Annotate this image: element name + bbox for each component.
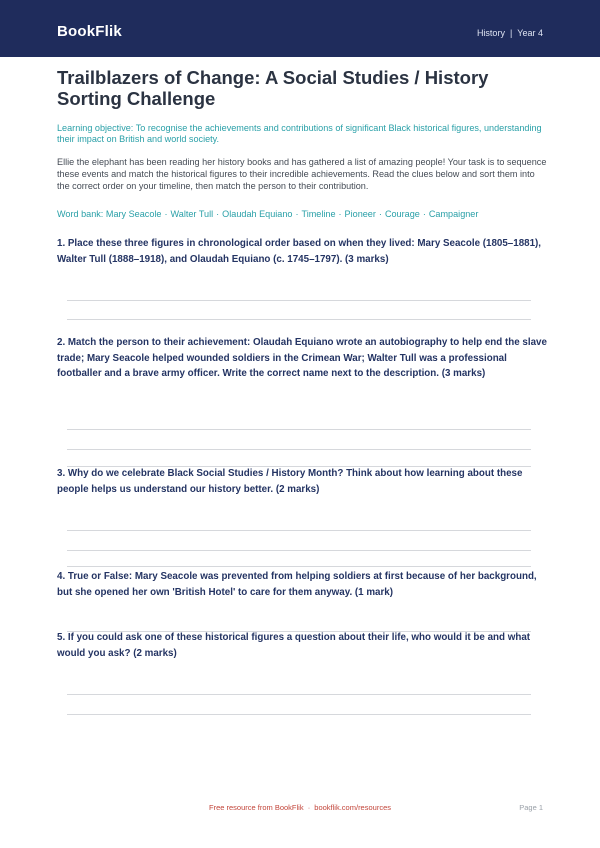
year-label: Year 4 bbox=[517, 28, 543, 38]
brand-logo: BookFlik bbox=[57, 23, 122, 40]
learning-objective: Learning objective: To recognise the achievements and contributions of significant Black historical figures, understanding their impact on British and world society. bbox=[57, 123, 542, 144]
page-number: Page 1 bbox=[519, 803, 543, 812]
footer-separator: · bbox=[307, 803, 311, 812]
header-bar bbox=[0, 0, 600, 57]
question-4: 4. True or False: Mary Seacole was prevented from helping soldiers at first because of her background, but she opened her own 'British Hotel' to care for them anyway. (1 mark) bbox=[57, 571, 537, 598]
footer-text: Free resource from BookFlik bbox=[208, 803, 304, 812]
question-2: 2. Match the person to their achievement: Olaudah Equiano wrote an autobiography to help end the slave trade; Mary Seacole helped wounded soldiers in the Crimean War; Walter Tull was a professional footballer and a brave army officer. Write the correct name next to the description. (3 marks) bbox=[57, 337, 547, 379]
question-3: 3. Why do we celebrate Black Social Studies / History Month? Think about how learning about these people helps us understand our history better. (2 marks) bbox=[57, 468, 523, 495]
intro-paragraph: Ellie the elephant has been reading her history books and has gathered a list of amazing people! Your task is to sequence these events and match the historical figures to their incredible achievements. Read the clues below and sort them into the correct order on your timeline, then match the person to their contribution. bbox=[57, 157, 547, 191]
footer-url[interactable]: bookflik.com/resources bbox=[314, 803, 391, 812]
question-1: 1. Place these three figures in chronological order based on when they lived: Mary Seacole (1805–1881), Walter Tull (1888–1918), and Olaudah Equiano (c. 1745–1797). (3 marks) bbox=[57, 238, 542, 265]
answer-line[interactable] bbox=[67, 319, 531, 320]
subject-label: History bbox=[476, 28, 505, 38]
worksheet-title: Trailblazers of Change: A Social Studies / History Sorting Challenge bbox=[57, 67, 489, 109]
answer-line[interactable] bbox=[67, 530, 531, 531]
subject-year-meta bbox=[477, 28, 543, 38]
word-bank-word: Campaigner bbox=[428, 209, 479, 219]
word-bank-word: Timeline bbox=[301, 209, 336, 219]
word-bank-word: Walter Tull bbox=[170, 209, 214, 219]
answer-line[interactable] bbox=[67, 429, 531, 430]
word-separator: · bbox=[422, 209, 426, 219]
footer-credit bbox=[0, 803, 600, 812]
word-bank-word: Mary Seacole bbox=[105, 209, 162, 219]
word-bank-word: Courage bbox=[384, 209, 420, 219]
answer-line[interactable] bbox=[67, 566, 531, 567]
word-separator: · bbox=[378, 209, 382, 219]
answer-line[interactable] bbox=[67, 694, 531, 695]
answer-line[interactable] bbox=[67, 550, 531, 551]
answer-line[interactable] bbox=[67, 300, 531, 301]
meta-divider: | bbox=[509, 28, 513, 38]
word-separator: · bbox=[295, 209, 299, 219]
word-bank-word: Pioneer bbox=[344, 209, 376, 219]
word-bank-word: Olaudah Equiano bbox=[222, 209, 293, 219]
word-bank bbox=[57, 209, 547, 220]
answer-line[interactable] bbox=[67, 449, 531, 450]
answer-line[interactable] bbox=[67, 714, 531, 715]
word-bank-label: Word bank: bbox=[57, 209, 104, 219]
question-5: 5. If you could ask one of these historical figures a question about their life, who would it be and what would you ask? (2 marks) bbox=[57, 632, 531, 659]
word-separator: · bbox=[164, 209, 168, 219]
word-separator: · bbox=[338, 209, 342, 219]
word-separator: · bbox=[216, 209, 220, 219]
